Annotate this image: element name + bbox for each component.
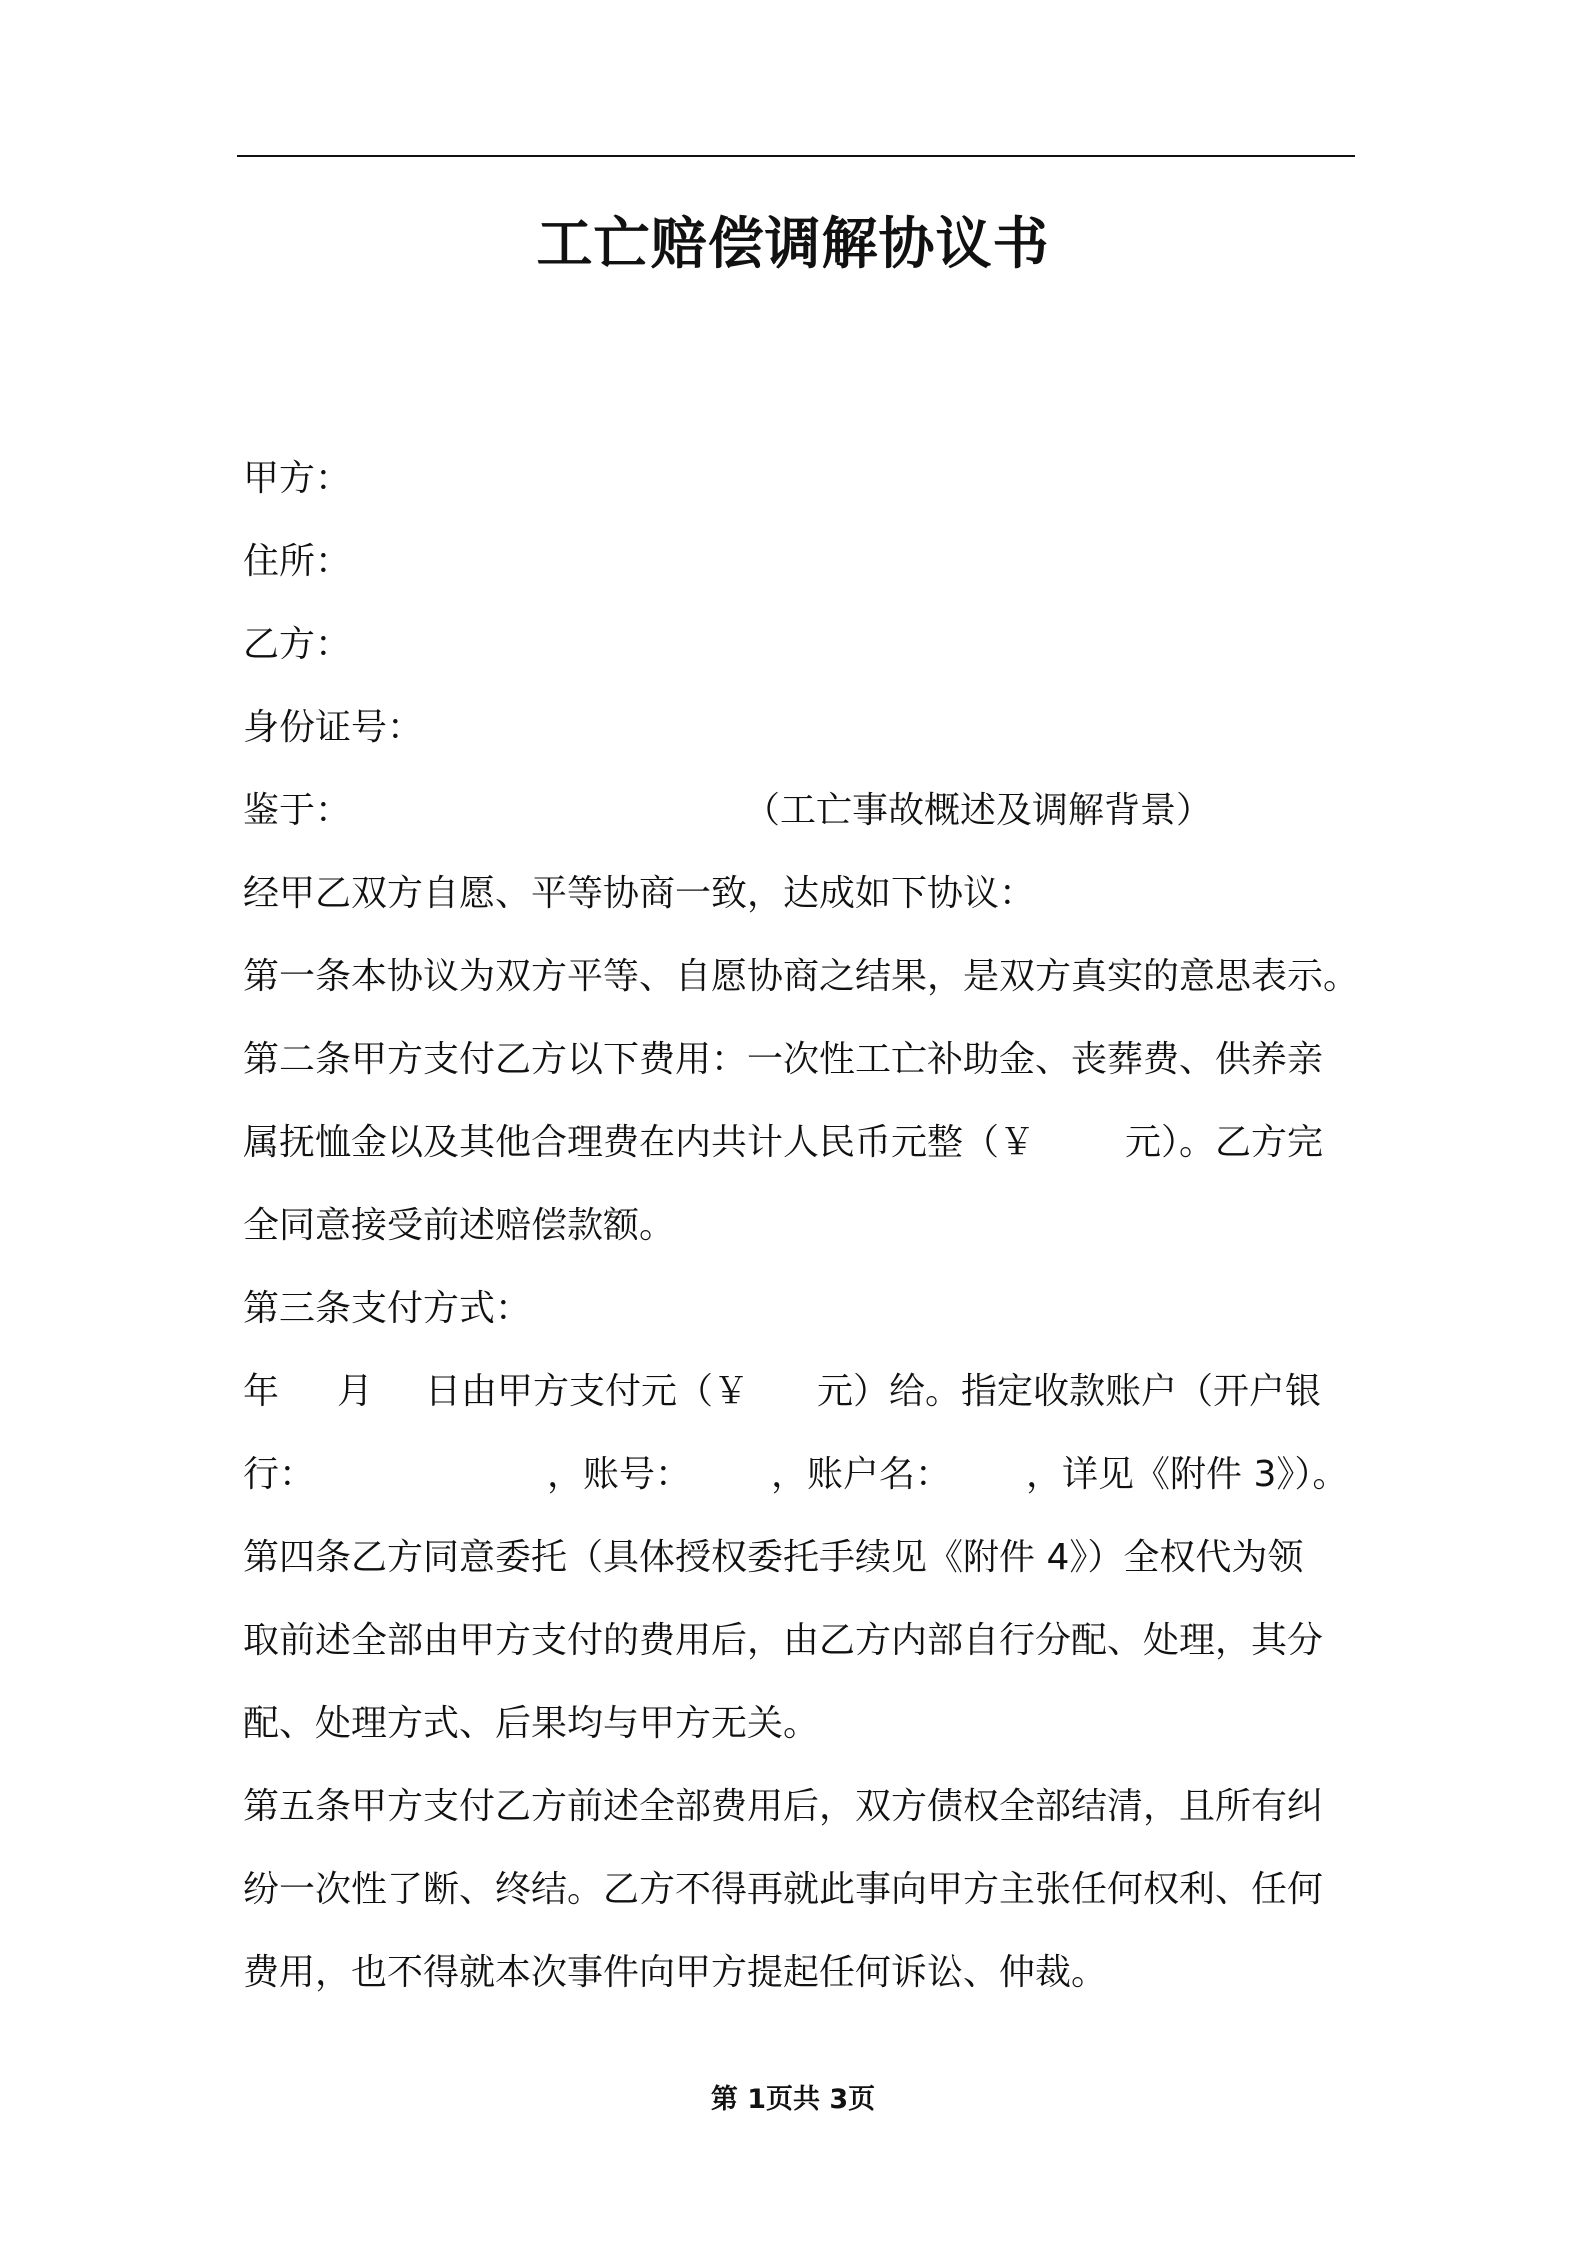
article-4-text-2: 取前述全部由甲方支付的费用后，由乙方内部自行分配、处理，其分 <box>243 1620 1324 1661</box>
article-5-text-1: 第五条甲方支付乙方前述全部费用后，双方债权全部结清，且所有纠 <box>243 1786 1324 1827</box>
article-4-text-1: 第四条乙方同意委托（具体授权委托手续见《附件 4》）全权代为领 <box>243 1537 1304 1578</box>
article-5-line-1 <box>243 1765 1363 1848</box>
party-b-line <box>243 603 1363 686</box>
article-3-attachment-ref: ，详见《附件 3》）。 <box>1026 1454 1349 1495</box>
article-2-text: 第二条甲方支付乙方以下费用：一次性工亡补助金、丧葬费、供养亲 <box>243 1039 1324 1080</box>
address-line <box>243 520 1363 603</box>
party-a-line <box>243 437 1363 520</box>
intro-text: 经甲乙双方自愿、平等协商一致，达成如下协议： <box>243 873 1036 914</box>
whereas-line <box>243 769 1363 852</box>
article-4-line-1 <box>243 1516 1363 1599</box>
article-2-line-1 <box>243 1018 1363 1101</box>
document-body <box>243 437 1363 2014</box>
party-b-label: 乙方： <box>243 624 352 665</box>
article-5-line-2 <box>243 1848 1363 1931</box>
article-2-amount-prefix: 属抚恤金以及其他合理费在内共计人民币元整（￥ <box>243 1122 1036 1163</box>
article-2-line-3 <box>243 1184 1363 1267</box>
header-divider <box>237 155 1355 157</box>
whereas-label: 鉴于： <box>243 790 352 831</box>
article-2-text-end: 全同意接受前述赔偿款额。 <box>243 1205 676 1246</box>
article-3-title: 第三条支付方式： <box>243 1288 532 1329</box>
party-a-label: 甲方： <box>243 458 352 499</box>
article-2-line-2 <box>243 1101 1363 1184</box>
article-3-line-1 <box>243 1350 1363 1433</box>
page-indicator: 第 1页共 3页 <box>710 2084 876 2115</box>
whereas-note: （工亡事故概述及调解背景） <box>744 790 1213 831</box>
id-number-line <box>243 686 1363 769</box>
document-title: 工亡赔偿调解协议书 <box>536 212 1050 277</box>
article-4-text-3: 配、处理方式、后果均与甲方无关。 <box>243 1703 820 1744</box>
article-3-date-text: 日由甲方支付元（￥ <box>425 1371 750 1412</box>
article-3-account-label: ，账号： <box>547 1454 692 1495</box>
article-3-account-name-label: ，账户名： <box>771 1454 952 1495</box>
article-1-text: 第一条本协议为双方平等、自愿协商之结果，是双方真实的意思表示。 <box>243 956 1360 997</box>
article-3-line-2 <box>243 1433 1363 1516</box>
article-3-bank-label: 行： <box>243 1454 316 1495</box>
article-1 <box>243 935 1363 1018</box>
article-3-title-line <box>243 1267 1363 1350</box>
article-3-year: 年 <box>243 1371 280 1412</box>
article-3-month: 月 <box>337 1371 374 1412</box>
article-2-amount-suffix: 元）。乙方完 <box>1125 1122 1324 1163</box>
article-3-date-suffix: 元）给。指定收款账户（开户银 <box>817 1371 1322 1412</box>
address-label: 住所： <box>243 541 352 582</box>
article-4-line-3 <box>243 1682 1363 1765</box>
intro-line <box>243 852 1363 935</box>
article-5-text-3: 费用，也不得就本次事件向甲方提起任何诉讼、仲裁。 <box>243 1952 1108 1993</box>
article-5-text-2: 纷一次性了断、终结。乙方不得再就此事向甲方主张任何权利、任何 <box>243 1869 1324 1910</box>
id-number-label: 身份证号： <box>243 707 424 748</box>
article-4-line-2 <box>243 1599 1363 1682</box>
article-5-line-3 <box>243 1931 1363 2014</box>
